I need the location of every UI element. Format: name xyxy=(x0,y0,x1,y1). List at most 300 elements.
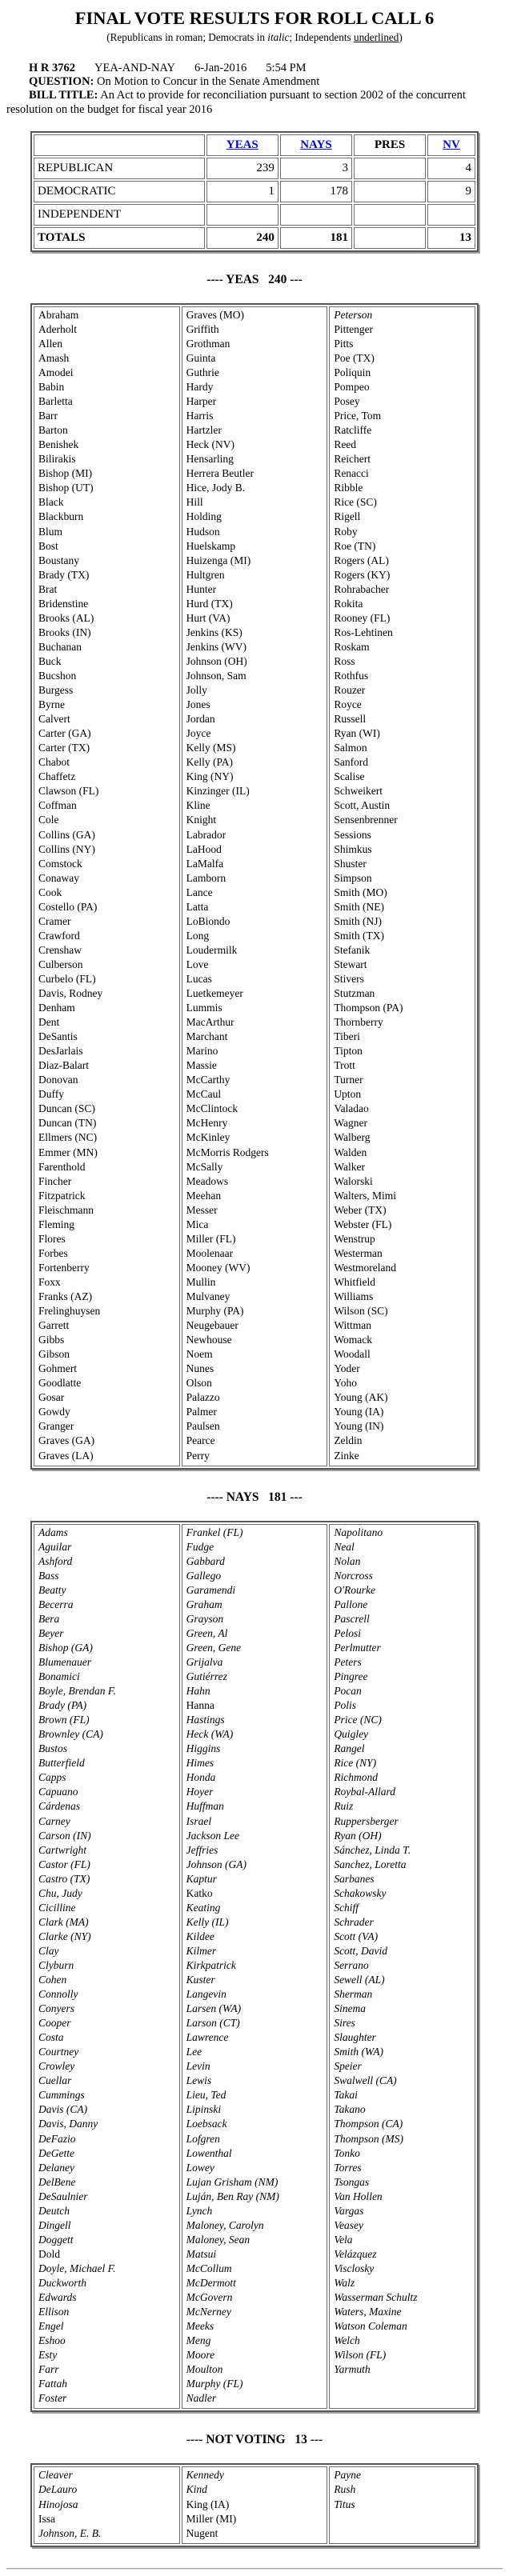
member-name: Thompson (MS) xyxy=(334,2132,403,2145)
vote-count-yeas xyxy=(206,204,279,226)
member-table-not-voting xyxy=(30,2463,479,2546)
member-name: Holding xyxy=(186,510,222,523)
member-name: Walden xyxy=(334,1146,367,1158)
member-name: Cohen xyxy=(38,1974,67,1986)
bill-title-label: BILL TITLE: xyxy=(29,89,98,102)
member-name: Crawford xyxy=(38,929,80,942)
member-name: Pingree xyxy=(334,1670,368,1683)
member-name: Womack xyxy=(334,1334,372,1346)
member-name: Reed xyxy=(334,438,357,451)
member-name: Luján, Ben Ray (NM) xyxy=(186,2190,279,2202)
member-name: Mica xyxy=(186,1218,209,1230)
member-name: Farenthold xyxy=(38,1160,86,1173)
member-name: Hartzler xyxy=(186,424,222,437)
member-name: Rigell xyxy=(334,510,361,523)
member-name: Hill xyxy=(186,496,203,509)
vote-count-nays: 181 xyxy=(280,227,352,249)
member-name: Ellison xyxy=(38,2306,70,2318)
member-name: Guinta xyxy=(186,351,216,364)
member-name: Huizenga (MI) xyxy=(186,554,251,566)
member-name: Forbes xyxy=(38,1246,68,1259)
member-name: Brady (PA) xyxy=(38,1699,87,1712)
member-name: Grijalva xyxy=(186,1655,223,1668)
member-name: Sewell (AL) xyxy=(334,1974,385,1986)
member-name: Noem xyxy=(186,1348,213,1361)
member-name: Price (NC) xyxy=(334,1714,382,1726)
member-name: Gosar xyxy=(38,1391,65,1404)
member-name: Jackson Lee xyxy=(186,1829,240,1842)
member-name: Hultgren xyxy=(186,568,225,581)
member-name: Lummis xyxy=(186,1002,222,1014)
member-name: Zeldin xyxy=(334,1434,363,1447)
summary-row-totals xyxy=(34,227,475,249)
member-name: Ashford xyxy=(38,1554,73,1567)
member-name: Langevin xyxy=(186,1988,226,2001)
member-name: Weber (TX) xyxy=(334,1203,387,1216)
member-name: Miller (FL) xyxy=(186,1232,236,1245)
member-name: Van Hollen xyxy=(334,2190,383,2202)
member-name: Allen xyxy=(38,337,62,350)
member-name: Coffman xyxy=(38,799,77,812)
member-name: Comstock xyxy=(38,857,82,870)
summary-link-nays[interactable]: NAYS xyxy=(300,138,332,151)
member-name: McClintock xyxy=(186,1102,238,1115)
member-name: Franks (AZ) xyxy=(38,1290,93,1302)
member-name: Barletta xyxy=(38,395,73,408)
member-name: Waters, Maxine xyxy=(334,2306,402,2318)
bill-title-line xyxy=(6,89,503,116)
member-name: Pittenger xyxy=(334,322,374,335)
member-name: Hunter xyxy=(186,582,217,595)
summary-row-independent xyxy=(34,204,475,226)
member-name: Deutch xyxy=(38,2204,70,2217)
member-name: Richmond xyxy=(334,1771,379,1784)
member-name: Schweikert xyxy=(334,785,383,798)
member-name: Lucas xyxy=(186,972,212,985)
member-name: Pocan xyxy=(334,1685,362,1698)
member-name: Bera xyxy=(38,1612,60,1625)
member-name: Shuster xyxy=(334,857,367,870)
member-name: Love xyxy=(186,958,209,970)
member-name: Bustos xyxy=(38,1742,68,1755)
member-name: Nunes xyxy=(186,1362,214,1375)
member-name: Pitts xyxy=(334,337,354,350)
member-name: Foxx xyxy=(38,1275,61,1288)
member-name: Neal xyxy=(334,1540,355,1553)
member-name: Esty xyxy=(38,2349,58,2362)
member-name: Larsen (WA) xyxy=(186,2002,242,2015)
member-name: Lipinski xyxy=(186,2103,222,2116)
vote-info xyxy=(6,62,503,117)
member-name: Perlmutter xyxy=(334,1641,381,1654)
member-name: Herrera Beutler xyxy=(186,467,254,480)
vote-count-nays xyxy=(280,204,352,226)
member-name: Valadao xyxy=(334,1102,369,1115)
member-name: Huelskamp xyxy=(186,539,236,552)
member-name: Conaway xyxy=(38,871,79,884)
member-name: Williams xyxy=(334,1290,374,1302)
member-name: Jordan xyxy=(186,713,215,726)
member-name: Dold xyxy=(38,2247,60,2260)
member-name: Marino xyxy=(186,1045,218,1058)
member-name: DeSaulnier xyxy=(38,2190,88,2202)
member-name: Rogers (AL) xyxy=(334,554,389,566)
member-name: Granger xyxy=(38,1420,74,1433)
member-name: Johnson (OH) xyxy=(186,654,247,667)
member-name: Murphy (PA) xyxy=(186,1305,244,1318)
member-name: McDermott xyxy=(186,2277,236,2289)
member-name: Amodei xyxy=(38,366,74,378)
member-name: Clyburn xyxy=(38,1958,74,1971)
member-name: Harper xyxy=(186,395,217,408)
member-name: Grothman xyxy=(186,337,230,350)
member-name: Eshoo xyxy=(38,2334,66,2347)
member-name: Brown (FL) xyxy=(38,1714,90,1726)
member-name: Rouzer xyxy=(334,684,366,697)
member-name: Byrne xyxy=(38,698,65,711)
member-name: Castor (FL) xyxy=(38,1858,90,1870)
member-name: Jeffries xyxy=(186,1843,218,1856)
member-name: Watson Coleman xyxy=(334,2320,407,2333)
member-name: Sinema xyxy=(334,2002,367,2015)
member-name: Denham xyxy=(38,1002,75,1014)
member-name: Beatty xyxy=(38,1583,66,1596)
vote-count-nv: 4 xyxy=(427,158,475,179)
member-name: Rice (SC) xyxy=(334,496,377,509)
member-name: Blum xyxy=(38,525,63,538)
member-name: Hardy xyxy=(186,381,214,394)
member-name: Heck (WA) xyxy=(186,1728,234,1741)
member-name: Crowley xyxy=(38,2060,75,2073)
member-name: Velázquez xyxy=(334,2247,377,2260)
member-name: Rokita xyxy=(334,597,363,610)
member-name: Connolly xyxy=(38,1988,78,2001)
member-name: Davis, Rodney xyxy=(38,987,103,1000)
member-name: Scott (VA) xyxy=(334,1930,379,1942)
member-name: Russell xyxy=(334,713,367,726)
bill-title-text: An Act to provide for reconciliation pursuant to section 2002 of the concurrent resolution on the budget for fiscal year 2016 xyxy=(6,89,466,116)
member-name: Visclosky xyxy=(334,2262,375,2274)
party-legend xyxy=(0,31,509,44)
member-name: Farr xyxy=(38,2363,59,2376)
member-name: Pallone xyxy=(334,1598,368,1610)
summary-link-nv[interactable]: NV xyxy=(443,138,460,151)
member-name: Doyle, Michael F. xyxy=(38,2262,116,2274)
member-name: Wilson (FL) xyxy=(334,2349,387,2362)
member-name: McMorris Rodgers xyxy=(186,1146,269,1158)
member-name: Aderholt xyxy=(38,322,77,335)
member-name: Quigley xyxy=(334,1728,369,1741)
member-name: Cleaver xyxy=(38,2469,73,2482)
member-name: Rohrabacher xyxy=(334,582,390,595)
member-name: Palazzo xyxy=(186,1391,220,1404)
member-name: Lee xyxy=(186,2046,202,2058)
member-column-1 xyxy=(34,306,180,1466)
member-name: Moore xyxy=(186,2349,215,2362)
member-name: Calvert xyxy=(38,713,70,726)
member-name: Polis xyxy=(334,1699,357,1712)
member-name: Pompeo xyxy=(334,381,370,394)
member-name: Meadows xyxy=(186,1174,229,1187)
member-name: Norcross xyxy=(334,1569,373,1582)
member-name: Graves (GA) xyxy=(38,1434,95,1447)
member-name: Ribble xyxy=(334,482,363,494)
member-name: Long xyxy=(186,929,210,942)
member-name: Jolly xyxy=(186,684,207,697)
member-name: Delaney xyxy=(38,2161,74,2174)
member-name: Grayson xyxy=(186,1612,224,1625)
member-name: Becerra xyxy=(38,1598,74,1610)
legend-text-1: (Republicans in roman; Democrats in xyxy=(106,31,268,43)
member-name: Fleming xyxy=(38,1218,75,1230)
member-name: Webster (FL) xyxy=(334,1218,392,1230)
member-name: Brownley (CA) xyxy=(38,1728,103,1741)
member-column-3 xyxy=(329,1524,475,2410)
question-label: QUESTION: xyxy=(29,75,94,89)
member-name: Heck (NV) xyxy=(186,438,235,451)
member-name: Knight xyxy=(186,814,217,826)
member-name: Amash xyxy=(38,351,70,364)
member-name: Wenstrup xyxy=(334,1232,375,1245)
member-name: Mullin xyxy=(186,1275,216,1288)
member-name: Swalwell (CA) xyxy=(334,2074,397,2087)
member-name: Levin xyxy=(186,2060,210,2073)
member-name: Foster xyxy=(38,2392,67,2405)
member-name: Cartwright xyxy=(38,1843,87,1856)
member-name: Ruppersberger xyxy=(334,1814,399,1827)
member-name: Harris xyxy=(186,410,214,422)
member-name: Rogers (KY) xyxy=(334,568,391,581)
member-name: Price, Tom xyxy=(334,410,382,422)
member-name: Roe (TN) xyxy=(334,539,376,552)
member-name: Hoyer xyxy=(186,1786,214,1798)
summary-col-header-nays xyxy=(280,134,352,156)
member-name: Slaughter xyxy=(334,2031,376,2044)
member-name: Latta xyxy=(186,900,209,913)
member-name: Roybal-Allard xyxy=(334,1786,396,1798)
member-name: Wittman xyxy=(334,1319,372,1332)
member-name: Dingell xyxy=(38,2218,71,2231)
member-name: Lawrence xyxy=(186,2031,229,2044)
member-name: Maloney, Carolyn xyxy=(186,2218,264,2231)
member-name: Young (IA) xyxy=(334,1406,384,1418)
member-name: Burgess xyxy=(38,684,74,697)
member-name: Graves (LA) xyxy=(38,1449,94,1462)
member-name: Roby xyxy=(334,525,358,538)
member-name: Schakowsky xyxy=(334,1886,387,1899)
member-name: DeSantis xyxy=(38,1030,78,1043)
summary-link-yeas[interactable]: YEAS xyxy=(226,138,259,151)
member-name: Smith (NJ) xyxy=(334,914,382,927)
member-name: Lance xyxy=(186,886,213,898)
member-name: Ryan (WI) xyxy=(334,727,380,740)
member-name: Fudge xyxy=(186,1540,214,1553)
member-name: Tsongas xyxy=(334,2175,370,2188)
member-name: Napolitano xyxy=(334,1526,383,1538)
member-name: Bilirakis xyxy=(38,453,76,466)
member-name: Vela xyxy=(334,2233,353,2246)
member-name: Nolan xyxy=(334,1554,361,1567)
member-column-1 xyxy=(34,1524,180,2410)
member-name: Himes xyxy=(186,1757,214,1770)
member-name: Edwards xyxy=(38,2291,77,2304)
member-name: Abraham xyxy=(38,308,79,321)
member-name: Smith (MO) xyxy=(334,886,387,898)
member-name: Roskam xyxy=(334,640,370,653)
member-name: Pearce xyxy=(186,1434,215,1447)
member-name: Mooney (WV) xyxy=(186,1261,250,1274)
member-name: Maloney, Sean xyxy=(186,2233,250,2246)
member-name: Serrano xyxy=(334,1958,369,1971)
member-name: Smith (TX) xyxy=(334,929,384,942)
member-name: Hanna xyxy=(186,1699,214,1712)
member-name: Rush xyxy=(334,2483,356,2496)
member-name: Speier xyxy=(334,2060,362,2073)
member-name: DeLauro xyxy=(38,2483,78,2496)
member-name: Thornberry xyxy=(334,1016,383,1029)
member-name: Katko xyxy=(186,1886,213,1899)
summary-row-republican xyxy=(34,158,475,179)
member-name: Lamborn xyxy=(186,871,226,884)
member-name: Goodlatte xyxy=(38,1377,82,1390)
member-name: Courtney xyxy=(38,2046,79,2058)
member-name: DelBene xyxy=(38,2175,76,2188)
member-name: Olson xyxy=(186,1377,212,1390)
member-name: Costello (PA) xyxy=(38,900,98,913)
member-name: Capuano xyxy=(38,1786,78,1798)
member-name: Lujan Grisham (NM) xyxy=(186,2175,279,2188)
member-name: Buchanan xyxy=(38,640,82,653)
member-name: DesJarlais xyxy=(38,1045,83,1058)
member-name: Davis, Danny xyxy=(38,2118,98,2130)
member-name: Ros-Lehtinen xyxy=(334,626,393,638)
member-name: Carter (GA) xyxy=(38,727,91,740)
member-name: Sessions xyxy=(334,828,371,841)
member-name: Clark (MA) xyxy=(38,1915,89,1928)
section-title-not-voting: ---- NOT VOTING 13 --- xyxy=(186,2433,323,2447)
member-name: Tonko xyxy=(334,2146,360,2159)
member-name: Ratcliffe xyxy=(334,424,372,437)
member-name: Renacci xyxy=(334,467,369,480)
member-name: Sensenbrenner xyxy=(334,814,398,826)
party-label: TOTALS xyxy=(34,227,205,249)
member-name: Nugent xyxy=(186,2526,218,2539)
member-name: Johnson (GA) xyxy=(186,1858,247,1870)
member-name: Davis (CA) xyxy=(38,2103,88,2116)
vote-date: 6-Jan-2016 xyxy=(194,62,247,74)
member-name: Jenkins (KS) xyxy=(186,626,242,638)
member-name: Rooney (FL) xyxy=(334,611,391,624)
member-name: Schrader xyxy=(334,1915,374,1928)
member-name: Sires xyxy=(334,2017,355,2030)
member-name: Marchant xyxy=(186,1030,228,1043)
member-name: Hastings xyxy=(186,1714,225,1726)
member-name: Brooks (AL) xyxy=(38,611,94,624)
member-name: Jenkins (WV) xyxy=(186,640,247,653)
member-name: Guthrie xyxy=(186,366,219,378)
member-name: Sanchez, Loretta xyxy=(334,1858,407,1870)
member-name: Meeks xyxy=(186,2320,214,2333)
member-name: Rothfus xyxy=(334,669,369,682)
member-name: Welch xyxy=(334,2334,360,2347)
member-name: McSally xyxy=(186,1160,223,1173)
member-name: Gallego xyxy=(186,1569,222,1582)
member-name: Moolenaar xyxy=(186,1246,234,1259)
member-name: Walorski xyxy=(334,1174,373,1187)
member-name: Paulsen xyxy=(186,1420,220,1433)
vote-count-yeas: 1 xyxy=(206,181,279,202)
vote-count-pres xyxy=(354,181,426,202)
member-name: Scott, David xyxy=(334,1944,388,1957)
member-name: Whitfield xyxy=(334,1275,376,1288)
member-name: LaHood xyxy=(186,842,222,855)
member-name: Sanford xyxy=(334,756,369,769)
legend-text-3: ) xyxy=(399,31,403,43)
legend-italic-word: italic xyxy=(267,31,290,43)
member-table-nays xyxy=(30,1521,479,2413)
member-name: Brat xyxy=(38,582,58,595)
member-table-yeas xyxy=(30,303,479,1470)
member-name: Adams xyxy=(38,1526,68,1538)
member-name: Clay xyxy=(38,1944,59,1957)
member-name: Blumenauer xyxy=(38,1655,91,1668)
member-name: Royce xyxy=(334,698,362,711)
vote-type: YEA-AND-NAY xyxy=(94,62,175,74)
member-name: Takai xyxy=(334,2089,358,2102)
member-name: Ross xyxy=(334,654,355,667)
member-name: Conyers xyxy=(38,2002,74,2015)
member-name: Thompson (CA) xyxy=(334,2118,403,2130)
member-name: Stivers xyxy=(334,972,364,985)
member-name: Kirkpatrick xyxy=(186,1958,236,1971)
member-name: Simpson xyxy=(334,871,372,884)
member-name: Kuster xyxy=(186,1974,215,1986)
legend-underlined-word: underlined xyxy=(353,31,399,43)
member-name: Rangel xyxy=(334,1742,365,1755)
member-name: Chabot xyxy=(38,756,70,769)
member-name: Lowey xyxy=(186,2161,214,2174)
member-name: Tiberi xyxy=(334,1030,360,1043)
member-name: Emmer (MN) xyxy=(38,1146,98,1158)
member-name: Clarke (NY) xyxy=(38,1930,91,1942)
member-name: Crenshaw xyxy=(38,943,82,956)
member-name: Thompson (PA) xyxy=(334,1002,403,1014)
member-name: Duncan (SC) xyxy=(38,1102,95,1115)
member-name: Duffy xyxy=(38,1088,64,1101)
member-name: Smith (NE) xyxy=(334,900,384,913)
party-label: INDEPENDENT xyxy=(34,204,205,226)
page-title: FINAL VOTE RESULTS FOR ROLL CALL 6 xyxy=(74,8,435,28)
member-name: Bishop (UT) xyxy=(38,482,94,494)
member-name: Issa xyxy=(38,2512,55,2525)
vote-summary-table xyxy=(30,131,479,252)
member-name: Poliquin xyxy=(334,366,371,378)
member-name: Chu, Judy xyxy=(38,1886,82,1899)
member-name: Kennedy xyxy=(186,2469,224,2482)
member-column-2 xyxy=(182,306,328,1466)
member-name: Blackburn xyxy=(38,510,84,523)
member-name: DeGette xyxy=(38,2146,74,2159)
footer-divider xyxy=(6,2568,503,2570)
member-name: Keating xyxy=(186,1901,221,1914)
member-name: Jones xyxy=(186,698,210,711)
member-name: Brady (TX) xyxy=(38,568,90,581)
member-name: Donovan xyxy=(38,1074,78,1086)
member-name: Poe (TX) xyxy=(334,351,375,364)
member-name: Bonamici xyxy=(38,1670,80,1683)
member-name: Garrett xyxy=(38,1319,70,1332)
member-name: Gohmert xyxy=(38,1362,77,1375)
